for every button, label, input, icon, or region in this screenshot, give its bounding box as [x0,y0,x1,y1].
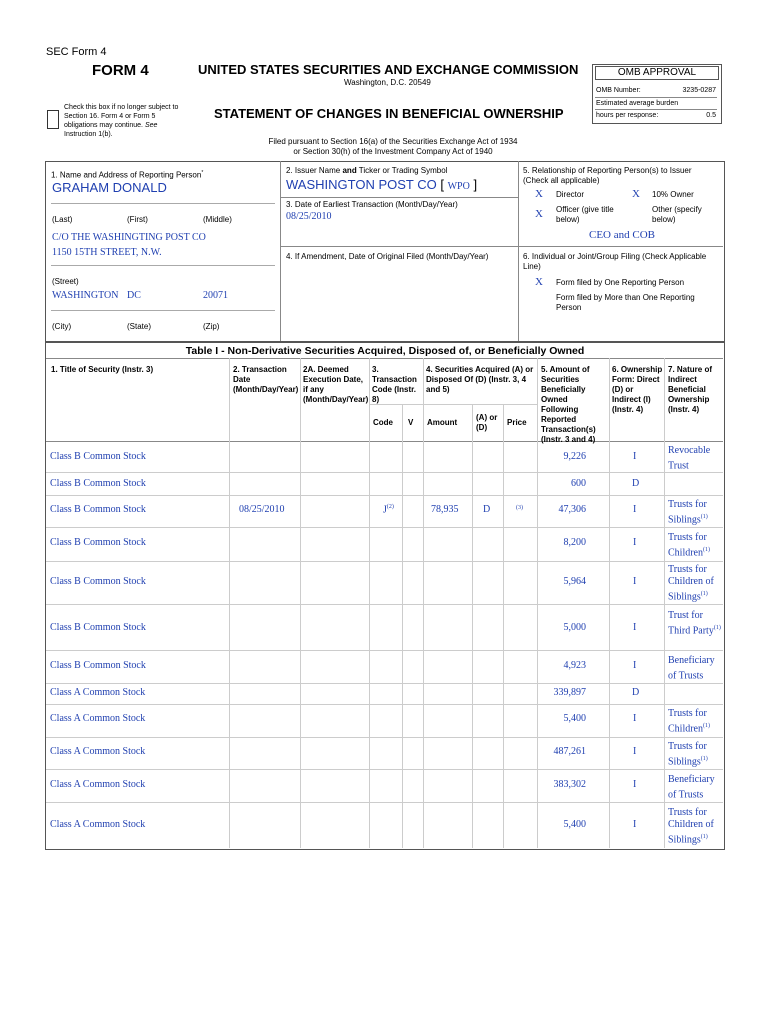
reporting-person-name: GRAHAM DONALD [52,180,167,195]
omb-burden-label: Estimated average burden [596,100,679,107]
one-person-label: Form filed by One Reporting Person [556,278,685,287]
acquired-or-disposed: D [483,504,491,515]
ticker-symbol: WPO [447,181,470,192]
table-row-title: Class B Common Stock [50,451,146,462]
table-row-title: Class A Common Stock [50,687,146,698]
amount-owned: 8,200 [563,537,586,548]
omb-hours-value: 0.5 [706,112,716,119]
ownership-form: I [633,504,637,515]
more-persons-label: Form filed by More than One Reporting Person [556,293,695,312]
state-value: DC [127,290,141,301]
col-v: V [408,418,414,427]
amount-owned: 47,306 [558,504,586,515]
col-code: Code [373,418,393,427]
commission-city: Washington, D.C. 20549 [344,78,431,87]
col-transaction-date: 2. Transaction Date (Month/Day/Year) [233,365,299,394]
commission-title: UNITED STATES SECURITIES AND EXCHANGE COMMISSION [198,62,579,77]
nature-of-ownership: Beneficiary of Trusts [668,655,715,682]
filed-line-2: or Section 30(h) of the Investment Company Act of 1940 [293,147,493,156]
ownership-form: I [633,576,637,587]
col-deemed-execution-date: 2A. Deemed Execution Date, if any (Month/Day/Year) [303,365,369,404]
amount-owned: 9,226 [563,451,586,462]
box5-label: 5. Relationship of Reporting Person(s) to Issuer (Check all applicable) [523,166,692,185]
officer-title: CEO and COB [589,229,655,241]
omb-number-value: 3235-0287 [682,87,716,94]
officer-label: Officer (give title below) [556,205,614,224]
last-label: (Last) [52,215,73,224]
nature-of-ownership: Trusts for Siblings$^{(1)}$ [668,741,708,768]
table-row-title: Class B Common Stock [50,660,146,671]
amount-owned: 5,000 [563,622,586,633]
omb-title: OMB APPROVAL [595,66,719,80]
col-price: Price [507,418,527,427]
nature-of-ownership: Trusts for Children$^{(1)}$ [668,708,710,735]
ownership-form: I [633,660,637,671]
amount-owned: 487,261 [553,746,586,757]
state-label: (State) [127,322,152,331]
address-line-2: 1150 15TH STREET, N.W. [52,247,162,258]
one-person-check[interactable]: X [535,276,543,288]
box2-label: 2. Issuer Name and Ticker or Trading Symbol [286,166,448,175]
box4-label: 4. If Amendment, Date of Original Filed (Month/Day/Year) [286,252,489,261]
box3-label: 3. Date of Earliest Transaction (Month/Day/Year) [286,200,458,209]
amount-owned: 4,923 [563,660,586,671]
nature-of-ownership: Trusts for Children of Siblings$^{(1)}$ [668,807,714,846]
table-row-title: Class B Common Stock [50,478,146,489]
table-row-title: Class B Common Stock [50,622,146,633]
nature-of-ownership: Trusts for Children$^{(1)}$ [668,532,710,559]
table-row-title: Class B Common Stock [50,537,146,548]
col-title-of-security: 1. Title of Security (Instr. 3) [51,365,154,374]
ownership-form: I [633,713,637,724]
ownership-form: I [633,819,637,830]
checkbox-instructions: Check this box if no longer subject to Section 16. Form 4 or Form 5 obligations may continue. See Instruction 1(b). [64,104,179,138]
amount-owned: 339,897 [553,687,586,698]
form-title: FORM 4 [92,62,149,79]
nature-of-ownership: Trusts for Siblings$^{(1)}$ [668,499,708,526]
col-amount-owned: 5. Amount of Securities Beneficially Owned Following Reported Transaction(s) (Instr. 3 and 4) [541,365,596,444]
zip-label: (Zip) [203,322,220,331]
nature-of-ownership: Beneficiary of Trusts [668,774,715,801]
omb-number-label: OMB Number: [596,87,641,94]
ownership-form: I [633,451,637,462]
sec-form-label: SEC Form 4 [46,46,107,58]
ownership-form: I [633,746,637,757]
ownership-form: I [633,537,637,548]
ownership-form: D [632,478,640,489]
statement-title: STATEMENT OF CHANGES IN BENEFICIAL OWNERSHIP [214,106,564,121]
nature-of-ownership: Trust for Third Party$^{(1)}$ [668,610,721,637]
table-row-title: Class A Common Stock [50,779,146,790]
table-title: Table I - Non-Derivative Securities Acquired, Disposed of, or Beneficially Owned [185,345,585,357]
col-amount: Amount [427,418,458,427]
amount-owned: 383,302 [553,779,586,790]
street-label: (Street) [52,277,79,286]
table-row-title: Class A Common Stock [50,713,146,724]
price-footnote: (3) [516,505,523,511]
earliest-transaction-date: 08/25/2010 [286,211,332,222]
amount-owned: 5,964 [563,576,586,587]
omb-hours-label: hours per response: [596,112,659,119]
table-row-title: Class B Common Stock [50,576,146,587]
first-label: (First) [127,215,148,224]
zip-value: 20071 [203,290,228,301]
officer-check[interactable]: X [535,208,543,220]
city-value: WASHINGTON [52,290,119,301]
amount-owned: 5,400 [563,819,586,830]
no-longer-subject-checkbox[interactable] [47,110,59,129]
ownership-form: D [632,687,640,698]
col-securities-acquired: 4. Securities Acquired (A) or Disposed Of (D) (Instr. 3, 4 and 5) [426,365,534,394]
transaction-code: $J^{(2)}$ [383,504,394,516]
address-line-1: C/O THE WASHINGTING POST CO [52,232,206,243]
director-label: Director [556,190,585,199]
table-row-title: Class A Common Stock [50,746,146,757]
ten-pct-owner-label: 10% Owner [652,190,694,199]
nature-of-ownership: Trusts for Children of Siblings$^{(1)}$ [668,564,714,603]
ownership-form: I [633,622,637,633]
box1-label: 1. Name and Address of Reporting Person* [51,170,204,180]
table-row-title: Class A Common Stock [50,819,146,830]
col-transaction-code: 3. Transaction Code (Instr. 8) [372,365,417,404]
ownership-form: I [633,779,637,790]
col-nature-indirect: 7. Nature of Indirect Beneficial Ownership (Instr. 4) [668,365,713,414]
amount-owned: 600 [571,478,586,489]
filed-line-1: Filed pursuant to Section 16(a) of the Securities Exchange Act of 1934 [268,137,518,146]
city-label: (City) [52,322,72,331]
transaction-amount: 78,935 [431,504,459,515]
col-a-or-d: (A) or (D) [476,413,498,432]
director-check[interactable]: X [535,188,543,200]
other-label: Other (specify below) [652,205,702,224]
amount-owned: 5,400 [563,713,586,724]
col-ownership-form: 6. Ownership Form: Direct (D) or Indirect (I) (Instr. 4) [612,365,663,414]
ten-pct-owner-check[interactable]: X [632,188,640,200]
box6-label: 6. Individual or Joint/Group Filing (Check Applicable Line) [523,252,707,271]
nature-of-ownership: Revocable Trust [668,445,711,472]
table-row-title: Class B Common Stock [50,504,146,515]
issuer-name: WASHINGTON POST CO [ WPO ] [286,177,478,192]
transaction-date: 08/25/2010 [239,504,285,515]
middle-label: (Middle) [203,215,232,224]
